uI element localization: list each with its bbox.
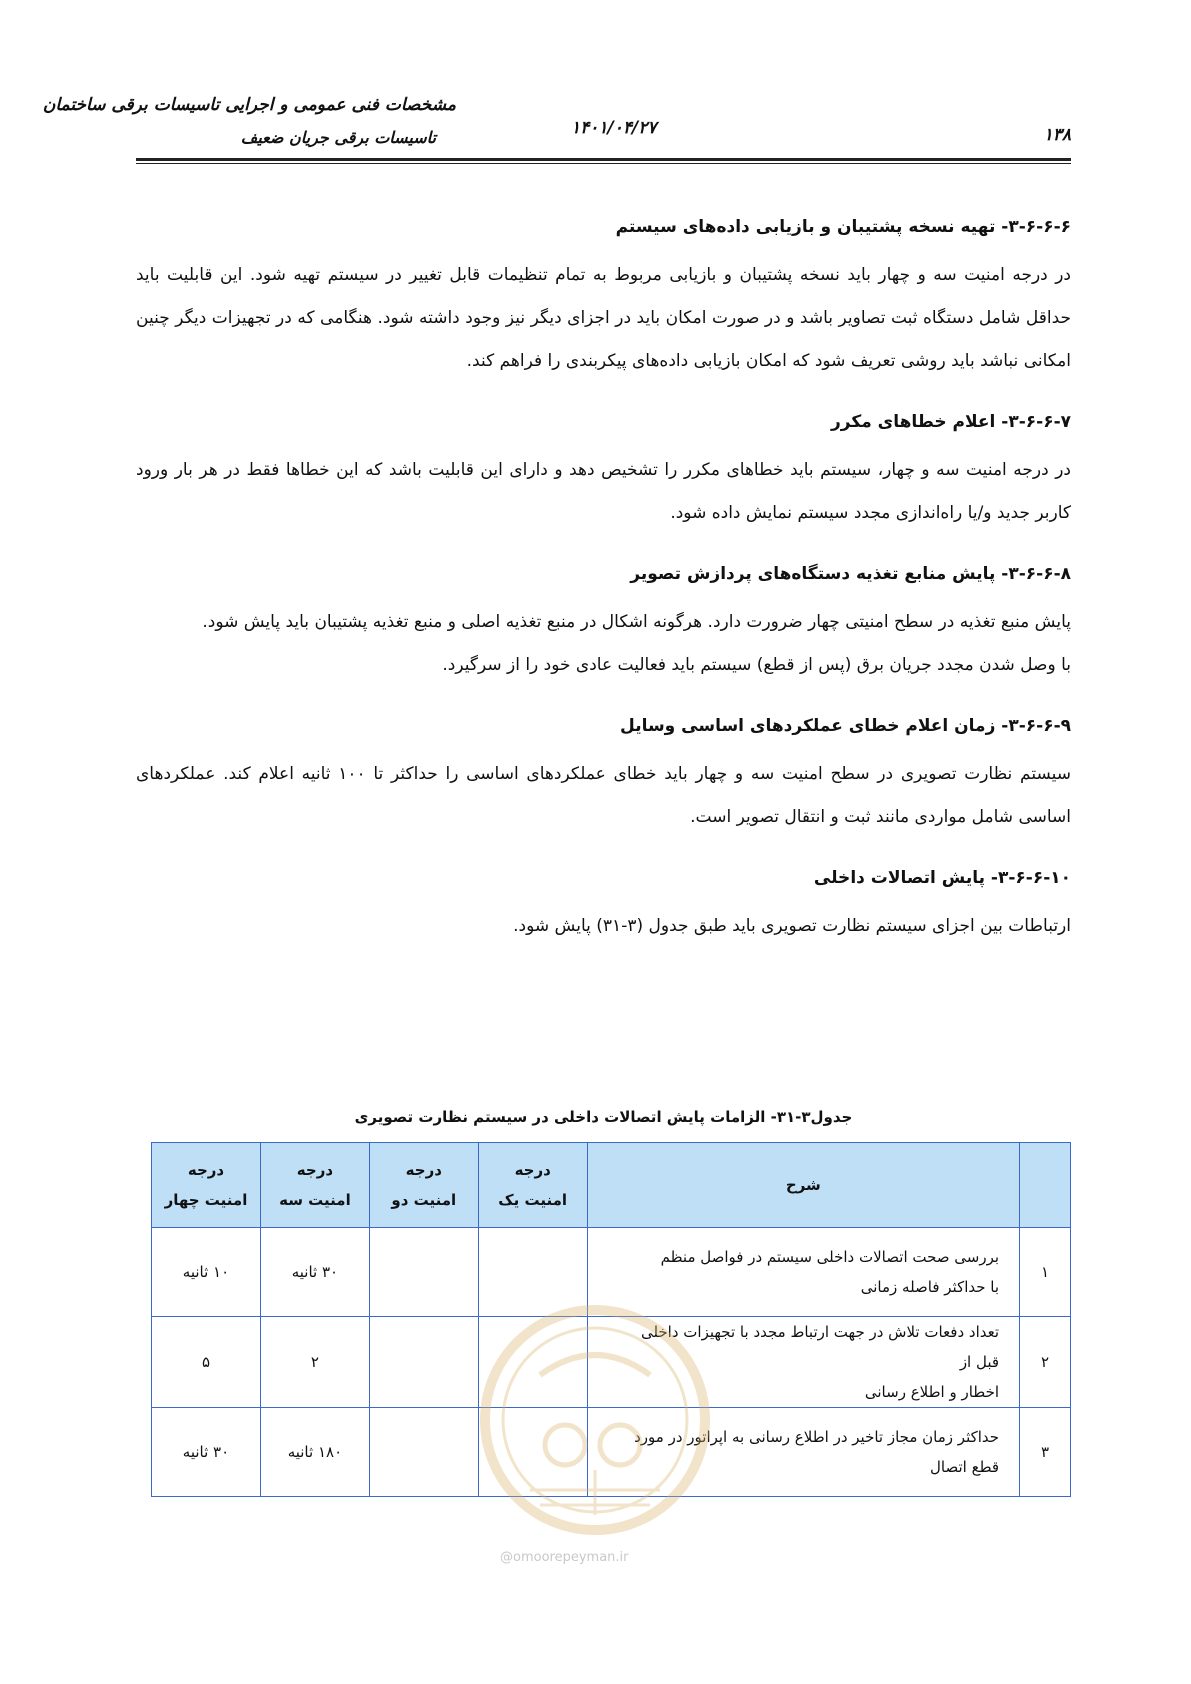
section <box>136 212 1071 383</box>
row-description-line: اخطار و اطلاع رسانی <box>864 1383 1000 1401</box>
cell-level-3: ۱۸۰ ثانیه <box>260 1408 369 1497</box>
document-title: مشخصات فنی عمومی و اجرایی تاسیسات برقی ساختمان <box>42 95 456 115</box>
row-number: ۱ <box>1020 1228 1071 1317</box>
header-level-2 <box>369 1143 478 1228</box>
document-subtitle: تاسیسات برقی جریان ضعیف <box>240 128 436 147</box>
header-level-1 <box>478 1143 587 1228</box>
section-heading: ۳-۶-۶-۷- اعلام خطاهای مکرر <box>830 412 1071 432</box>
section-paragraph: در درجه امنیت سه و چهار، سیستم باید خطاهای مکرر را تشخیص دهد و دارای این قابلیت باشد که این خطاها فقط در هر بار ورود کاربر جدید و/یا راه‌اندازی مجدد سیستم نمایش داده شود. <box>136 460 1071 523</box>
table-caption: جدول۳-۳۱- الزامات پایش اتصالات داخلی در سیستم نظارت تصویری <box>354 1108 853 1126</box>
header-level-3-line: امنیت سه <box>279 1191 351 1209</box>
cell-level-2 <box>369 1228 478 1317</box>
header-rule <box>136 158 1071 161</box>
watermark-script-icon <box>540 1355 650 1375</box>
page-body <box>136 212 1071 972</box>
page-number: ۱۳۸ <box>1043 125 1071 145</box>
section-paragraph: سیستم نظارت تصویری در سطح امنیت سه و چهار باید خطای عملکردهای اساسی را حداکثر تا ۱۰۰ ثانیه اعلام کند. عملکردهای اساسی شامل مواردی مانند ثبت و انتقال تصویر است. <box>136 764 1071 827</box>
header-description: شرح <box>587 1143 1019 1228</box>
section <box>136 407 1071 535</box>
header-level-4-line: درجه <box>187 1161 225 1179</box>
watermark-gear-icon <box>545 1425 585 1465</box>
section-paragraph: در درجه امنیت سه و چهار باید نسخه پشتیبان و بازیابی مربوط به تمام تنظیمات قابل تغییر در سیستم تهیه شود. این قابلیت باید حداقل شامل دستگاه ثبت تصاویر باشد و در صورت امکان باید در اجزای دیگر نیز وجود داشته شود. هنگامی که در تجهیزات دیگر چنین امکانی نباشد باید روشی تعریف شود که امکان بازیابی داده‌های پیکربندی را فراهم کند. <box>136 265 1071 371</box>
header-level-2-line: امنیت دو <box>391 1191 457 1209</box>
header-level-2-line: درجه <box>405 1161 442 1179</box>
table-header-row <box>152 1143 1071 1228</box>
watermark-grid-icon <box>530 1470 660 1515</box>
watermark-logo <box>470 1295 720 1545</box>
section-paragraph: با وصل شدن مجدد جریان برق (پس از قطع) سیستم باید فعالیت عادی خود را از سرگیرد. <box>442 655 1071 675</box>
header-level-1-line: امنیت یک <box>498 1191 568 1209</box>
section <box>136 559 1071 687</box>
header-number <box>1020 1143 1071 1228</box>
cell-level-4: ۵ <box>152 1317 261 1408</box>
section-paragraph: پایش منبع تغذیه در سطح امنیتی چهار ضرورت دارد. هرگونه اشکال در منبع تغذیه اصلی و منبع تغذیه پشتیبان باید پایش شود. <box>202 612 1071 632</box>
header-rule-thin <box>136 163 1071 164</box>
cell-level-2 <box>369 1408 478 1497</box>
section <box>136 711 1071 839</box>
cell-level-4: ۳۰ ثانیه <box>152 1408 261 1497</box>
row-number: ۲ <box>1020 1317 1071 1408</box>
header-level-4-line: امنیت چهار <box>164 1191 248 1209</box>
watermark-text: @omoorepeyman.ir <box>500 1550 629 1565</box>
section-heading: ۳-۶-۶-۱۰- پایش اتصالات داخلی <box>813 868 1071 888</box>
row-number: ۳ <box>1020 1408 1071 1497</box>
page-header <box>42 0 1071 170</box>
cell-level-3: ۲ <box>260 1317 369 1408</box>
row-description-line: حداکثر زمان مجاز تاخیر در اطلاع رسانی به اپراتور در مورد قطع اتصال <box>634 1428 1000 1476</box>
header-level-4 <box>152 1143 261 1228</box>
section <box>136 863 1071 948</box>
cell-level-2 <box>369 1317 478 1408</box>
header-level-3 <box>260 1143 369 1228</box>
watermark-gear-icon <box>600 1425 640 1465</box>
row-description-line: بررسی صحت اتصالات داخلی سیستم در فواصل منظم <box>660 1248 1000 1266</box>
header-level-1-line: درجه <box>514 1161 551 1179</box>
document-date: ۱۴۰۱/۰۴/۲۷ <box>571 118 657 138</box>
cell-level-4: ۱۰ ثانیه <box>152 1228 261 1317</box>
cell-level-3: ۳۰ ثانیه <box>260 1228 369 1317</box>
row-description-line: با حداکثر فاصله زمانی <box>860 1278 1000 1296</box>
section-paragraph: ارتباطات بین اجزای سیستم نظارت تصویری باید طبق جدول (۳-۳۱) پایش شود. <box>513 916 1071 936</box>
header-level-3-line: درجه <box>296 1161 334 1179</box>
section-heading: ۳-۶-۶-۹- زمان اعلام خطای عملکردهای اساسی وسایل <box>620 716 1071 736</box>
section-heading: ۳-۶-۶-۸- پایش منابع تغذیه دستگاه‌های پردازش تصویر <box>630 564 1071 584</box>
row-description-line: تعداد دفعات تلاش در جهت ارتباط مجدد با تجهیزات داخلی قبل از <box>640 1323 1000 1371</box>
section-heading: ۳-۶-۶-۶- تهیه نسخه پشتیبان و بازیابی داده‌های سیستم <box>615 217 1071 237</box>
